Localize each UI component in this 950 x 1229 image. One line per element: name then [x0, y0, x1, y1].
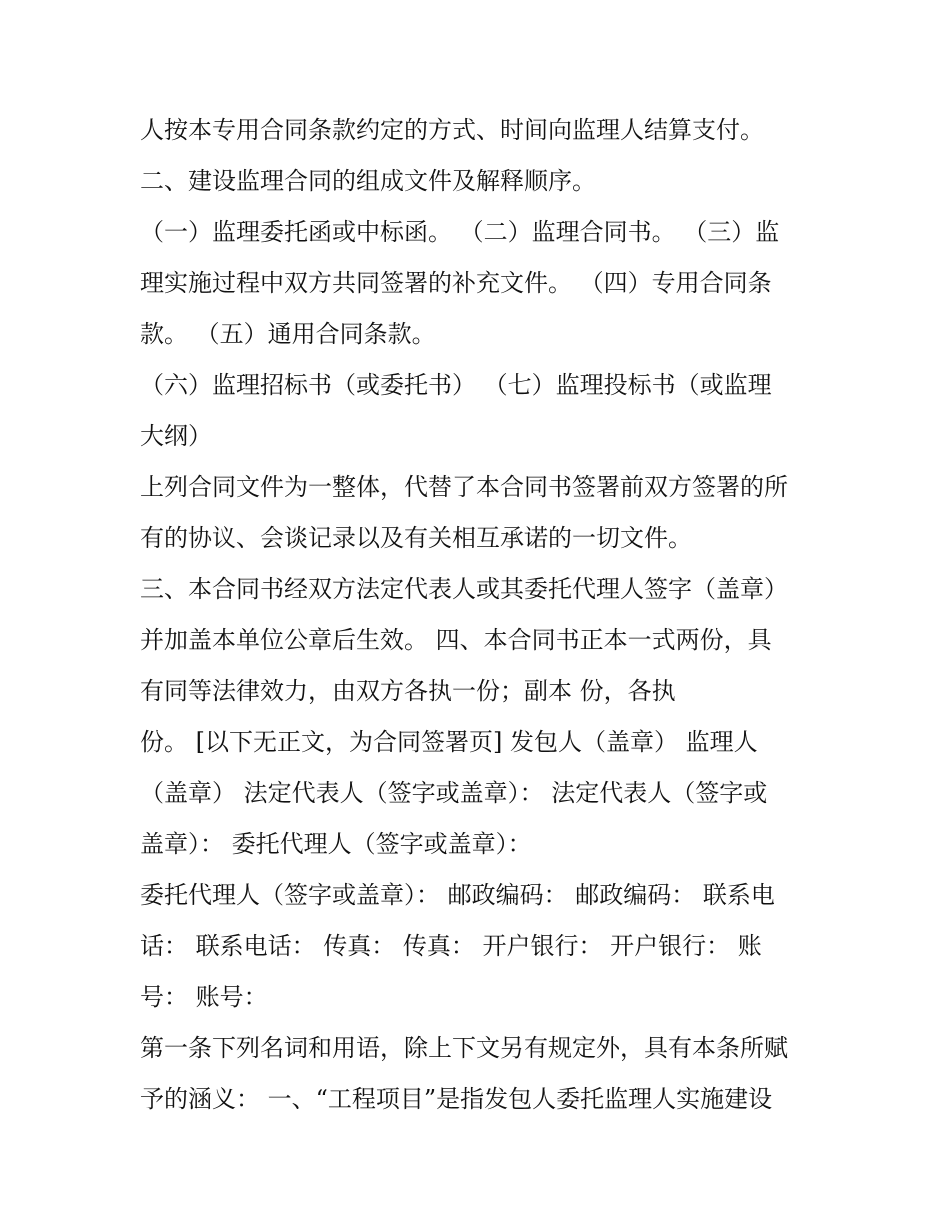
- text-line: 有同等法律效力，由双方各执一份；副本 份，各执: [140, 677, 676, 705]
- text-line: 盖章）： 委托代理人（签字或盖章）：: [140, 830, 532, 858]
- text-line: 有的协议、会谈记录以及有关相互承诺的一切文件。: [140, 524, 692, 552]
- text-line: 人按本专用合同条款约定的方式、时间向监理人结算支付。: [140, 116, 764, 144]
- text-line: 委托代理人（签字或盖章）： 邮政编码： 邮政编码： 联系电: [140, 881, 775, 909]
- document-body: [140, 108, 820, 1128]
- text-line: 号： 账号：: [140, 983, 268, 1011]
- text-line: 二、建设监理合同的组成文件及解释顺序。: [140, 167, 596, 195]
- text-line: 理实施过程中双方共同签署的补充文件。 （四）专用合同条: [140, 269, 772, 297]
- text-line: 予的涵义： 一、“工程项目”是指发包人委托监理人实施建设: [140, 1085, 773, 1113]
- text-line: （盖章） 法定代表人（签字或盖章）： 法定代表人（签字或: [140, 779, 768, 807]
- text-line: 上列合同文件为一整体，代替了本合同书签署前双方签署的所: [140, 473, 788, 501]
- text-line: 份。 [以下无正文，为合同签署页] 发包人（盖章） 监理人: [140, 728, 758, 756]
- text-line: 三、本合同书经双方法定代表人或其委托代理人签字（盖章）: [140, 575, 788, 603]
- text-line: 并加盖本单位公章后生效。 四、本合同书正本一式两份，具: [140, 626, 772, 654]
- text-line: 大纲）: [140, 422, 212, 450]
- text-line: （六）监理招标书（或委托书） （七）监理投标书（或监理: [140, 371, 772, 399]
- text-line: 第一条下列名词和用语，除上下文另有规定外，具有本条所赋: [140, 1034, 788, 1062]
- text-line: 款。 （五）通用合同条款。: [140, 320, 436, 348]
- text-line: 话： 联系电话： 传真： 传真： 开户银行： 开户银行： 账: [140, 932, 762, 960]
- text-line: （一）监理委托函或中标函。 （二）监理合同书。 （三）监: [140, 218, 780, 246]
